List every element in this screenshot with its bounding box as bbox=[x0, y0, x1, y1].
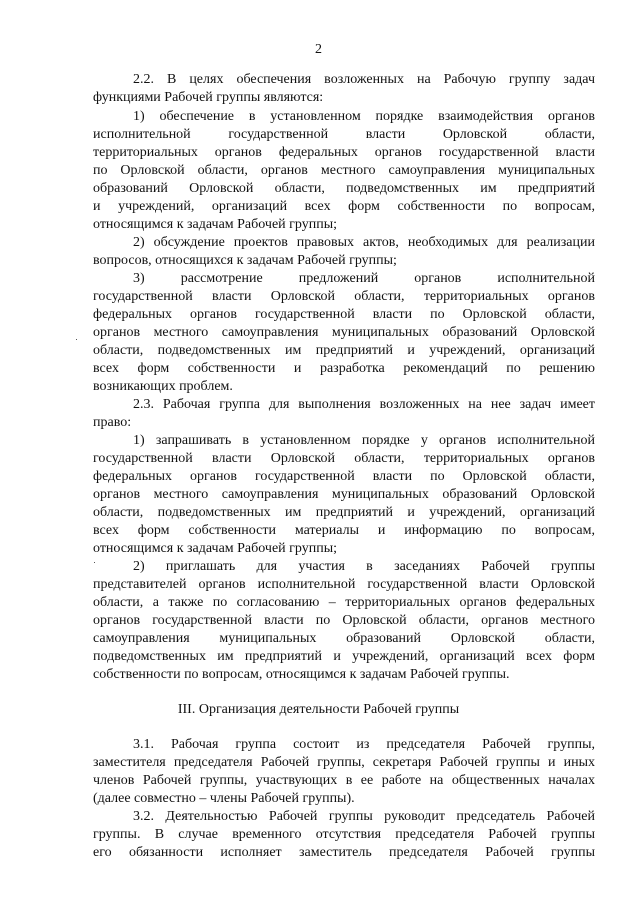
text-line: собственности по вопросам, относящимся к задачам Рабочей группы. bbox=[93, 667, 510, 682]
text-line: территориальных органов федеральных органов государственной власти bbox=[93, 145, 595, 160]
text-line: области, подведомственных им предприятий и учреждений, организаций bbox=[93, 505, 595, 520]
text-line: государственной власти Орловской области, территориальных органов bbox=[93, 451, 595, 466]
text-line: образований Орловской области, подведомственных им предприятий bbox=[93, 181, 595, 196]
text-line: области, подведомственных им предприятий и учреждений, организаций bbox=[93, 343, 595, 358]
page-number: 2 bbox=[315, 42, 322, 57]
text-line: государственной власти Орловской области, территориальных органов bbox=[93, 289, 595, 304]
text-line: органов государственной власти по Орловской области, органов местного bbox=[93, 613, 595, 628]
text-line: право: bbox=[93, 415, 132, 430]
text-line: области, а также по согласованию – территориальных органов федеральных bbox=[93, 595, 595, 610]
text-line: 2.2. В целях обеспечения возложенных на Рабочую группу задач bbox=[133, 72, 595, 87]
text-line: и учреждений, организаций всех форм собственности по вопросам, bbox=[93, 199, 595, 214]
text-line: 1) обеспечение в установленном порядке взаимодействия органов bbox=[133, 109, 595, 124]
text-line: всех форм собственности и разработка рекомендаций по решению bbox=[93, 361, 595, 376]
text-line: заместителя председателя Рабочей группы, секретаря Рабочей группы и иных bbox=[93, 755, 595, 770]
text-line: относящимся к задачам Рабочей группы; bbox=[93, 217, 337, 232]
scan-speck bbox=[76, 339, 77, 340]
text-line: по Орловской области, органов местного самоуправления муниципальных bbox=[93, 163, 595, 178]
text-line: 3.2. Деятельностью Рабочей группы руководит председатель Рабочей bbox=[133, 809, 595, 824]
text-line: 1) запрашивать в установленном порядке у органов исполнительной bbox=[133, 433, 595, 448]
text-line: возникающих проблем. bbox=[93, 379, 233, 394]
text-line: 3) рассмотрение предложений органов исполнительной bbox=[133, 271, 595, 286]
text-line: подведомственных им предприятий и учреждений, организаций всех форм bbox=[93, 649, 595, 664]
text-line: федеральных органов государственной власти по Орловской области, bbox=[93, 307, 595, 322]
text-line: органов местного самоуправления муниципальных образований Орловской bbox=[93, 487, 595, 502]
text-line: его обязанности исполняет заместитель председателя Рабочей группы bbox=[93, 845, 595, 860]
text-line: 2) обсуждение проектов правовых актов, необходимых для реализации bbox=[133, 235, 595, 250]
text-line: вопросов, относящихся к задачам Рабочей группы; bbox=[93, 253, 397, 268]
text-line: федеральных органов государственной власти по Орловской области, bbox=[93, 469, 595, 484]
text-line: функциями Рабочей группы являются: bbox=[93, 90, 324, 105]
text-line: (далее совместно – члены Рабочей группы). bbox=[93, 791, 355, 806]
text-line: группы. В случае временного отсутствия председателя Рабочей группы bbox=[93, 827, 595, 842]
text-line: исполнительной государственной власти Орловской области, bbox=[93, 127, 595, 142]
text-line: представителей органов исполнительной государственной власти Орловской bbox=[93, 577, 595, 592]
text-line: членов Рабочей группы, участвующих в ее работе на общественных началах bbox=[93, 773, 595, 788]
text-line: 2.3. Рабочая группа для выполнения возложенных на нее задач имеет bbox=[133, 397, 595, 412]
text-line: органов местного самоуправления муниципальных образований Орловской bbox=[93, 325, 595, 340]
text-line: 3.1. Рабочая группа состоит из председателя Рабочей группы, bbox=[133, 737, 595, 752]
text-line: всех форм собственности материалы и информацию по вопросам, bbox=[93, 523, 595, 538]
text-line: 2) приглашать для участия в заседаниях Рабочей группы bbox=[133, 559, 595, 574]
text-line: самоуправления муниципальных образований Орловской области, bbox=[93, 631, 595, 646]
section-heading: III. Организация деятельности Рабочей группы bbox=[177, 702, 460, 717]
scan-speck bbox=[94, 562, 95, 563]
text-line: относящимся к задачам Рабочей группы; bbox=[93, 541, 337, 556]
